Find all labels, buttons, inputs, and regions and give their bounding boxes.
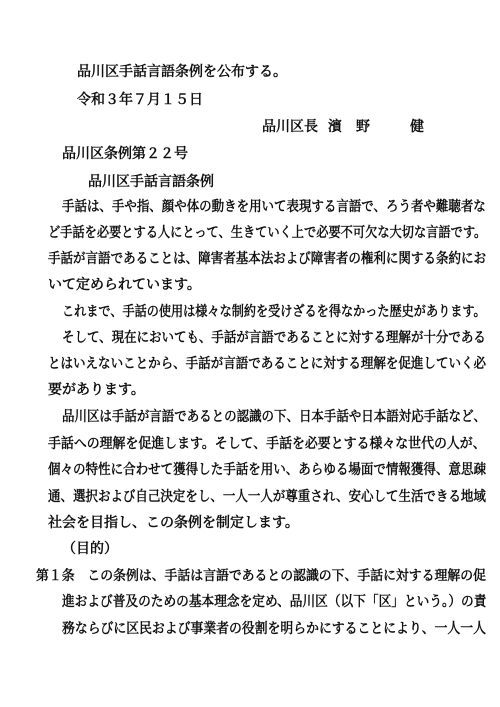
preamble-line: 手話への理解を促進します。そして、手話を必要とする様々な世代の人が、 — [48, 436, 486, 452]
preamble-line: これまで、手話の使用は様々な制約を受けざるを得なかった歴史があります。 — [62, 304, 486, 320]
article-1-line: 第１条 この条例は、手話は言語であるとの認識の下、手話に対する理解の促 — [36, 568, 486, 584]
mayor-surname: 濱 野 — [328, 119, 370, 135]
preamble-line: とはいえないことから、手話が言語であることに対する理解を促進していく必 — [48, 356, 487, 372]
article-heading: （目的） — [62, 541, 118, 557]
article-1-line: 務ならびに区民および事業者の役割を明らかにすることにより、一人一人 — [62, 621, 486, 637]
preamble-line: いて定められています。 — [48, 277, 201, 293]
mayor-given-name: 健 — [410, 119, 424, 135]
preamble-line: 通、選択および自己決定をし、一人一人が尊重され、安心して生活できる地域 — [48, 489, 486, 505]
preamble-line: ど手話を必要とする人にとって、生きていく上で必要不可欠な大切な言語です。 — [48, 225, 487, 241]
preamble-line: 品川区は手話が言語であるとの認識の下、日本手話や日本語対応手話など、 — [62, 409, 487, 425]
preamble-line: 要があります。 — [48, 382, 145, 398]
promulgation-date: 令和３年７月１５日 — [77, 92, 203, 108]
ordinance-title: 品川区手話言語条例 — [88, 174, 214, 190]
preamble-line: そして、現在においても、手話が言語であることに対する理解が十分である — [62, 330, 486, 346]
preamble-line: 手話が言語であることは、障害者基本法および障害者の権利に関する条約にお — [48, 251, 487, 267]
preamble-line: 社会を目指し、この条例を制定します。 — [48, 515, 299, 531]
ordinance-number: 品川区条例第２２号 — [62, 146, 188, 162]
promulgation-statement: 品川区手話言語条例を公布する。 — [77, 64, 287, 80]
preamble-line: 手話は、手や指、顔や体の動きを用いて表現する言語で、ろう者や難聴者な — [62, 199, 486, 215]
article-1-line: 進および普及のための基本理念を定め、品川区（以下「区」という。）の責 — [62, 594, 487, 610]
preamble-line: 個々の特性に合わせて獲得した手話を用い、あらゆる場面で情報獲得、意思疎 — [48, 462, 487, 478]
mayor-title: 品川区長 — [262, 119, 318, 135]
